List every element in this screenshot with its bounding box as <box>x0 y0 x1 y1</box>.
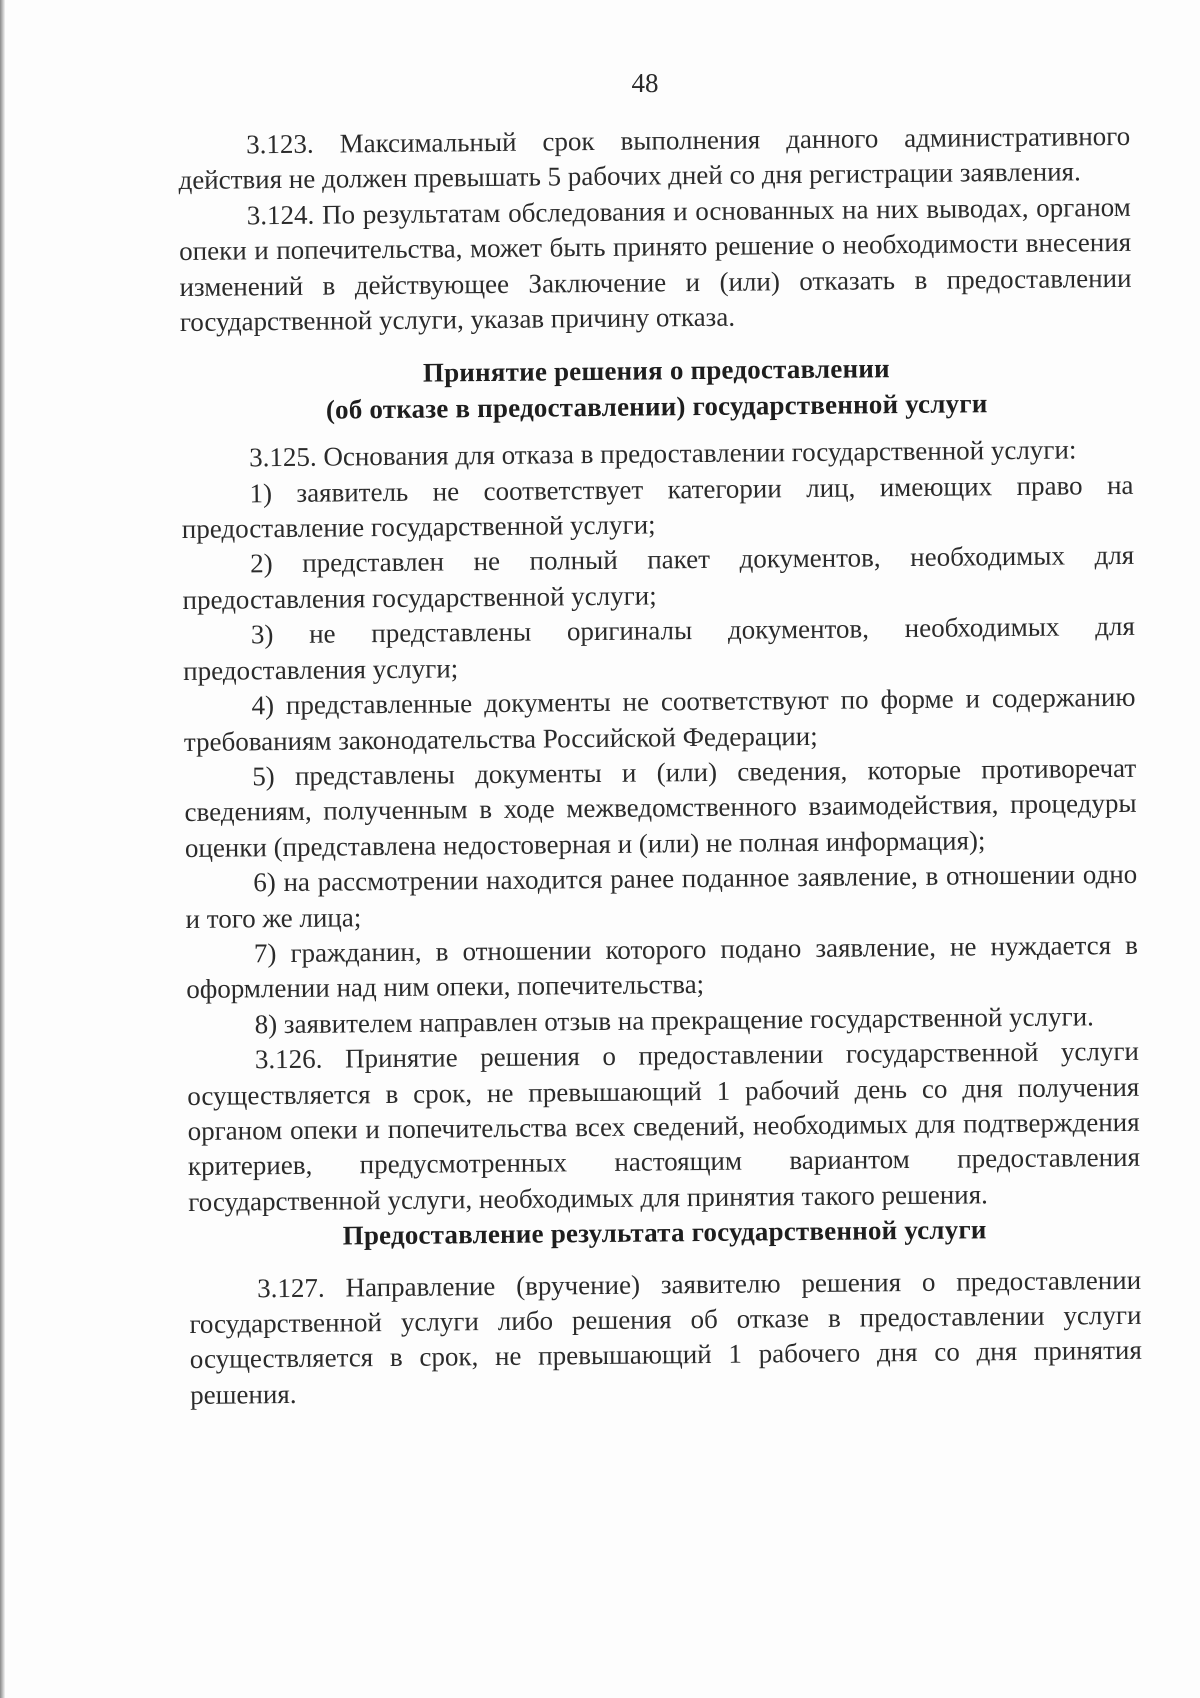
paragraph-3-127: 3.127. Направление (вручение) заявителю решения о предоставлении государственной услуги либо решения об отказе в предоставлении услуги осуществляется в срок, не превышающий 1 рабочего дня со дня принятия решения. <box>189 1264 1142 1410</box>
document-body <box>178 119 1142 1413</box>
section-heading-decision-line-1: Принятие решения о предоставлении <box>422 353 890 389</box>
list-item-4: 4) представленные документы не соответствуют по форме и содержанию требованиям законодательства Российской Федерации; <box>183 681 1136 757</box>
paragraph-3-123: 3.123. Максимальный срок выполнения данного административного действия не должен превышать 5 рабочих дней со дня регистрации заявления. <box>178 120 1131 196</box>
section-heading-decision <box>180 349 1133 429</box>
list-item-5: 5) представлены документы и (или) сведения, которые противоречат сведениям, полученным в ходе межведомственного взаимодействия, процедуры оценки (представлена недостоверная и (или) не полная информация); <box>184 752 1137 863</box>
section-heading-decision-line-2: (об отказе в предоставлении) государственной услуги <box>325 388 988 425</box>
scan-edge <box>0 0 5 1698</box>
list-item-2: 2) представлен не полный пакет документов, необходимых для предоставления государственной услуги; <box>182 540 1135 615</box>
section-heading-result: Предоставление результата государственной услуги <box>342 1214 987 1251</box>
page-number: 48 <box>631 68 659 98</box>
list-item-8: 8) заявителем направлен отзыв на прекращение государственной услуги. <box>254 1001 1094 1040</box>
list-item-1: 1) заявитель не соответствует категории лиц, имеющих право на предоставление государственной услуги; <box>181 469 1134 545</box>
list-item-6: 6) на рассмотрении находится ранее поданное заявление, в отношении одно и того же лица; <box>185 858 1138 934</box>
list-item-3: 3) не представлены оригиналы документов, необходимых для предоставления услуги; <box>183 611 1135 686</box>
list-item-7: 7) гражданин, в отношении которого подано заявление, не нуждается в оформлении над ним опеки, попечительства; <box>186 929 1139 1005</box>
paragraph-3-124: 3.124. По результатам обследования и основанных на них выводах, органом опеки и попечительства, может быть принято решение о необходимости внесения изменений в действующее Заключение и (или) отказать в предоставлении государственной услуги, указав причину отказа. <box>179 191 1132 338</box>
paragraph-3-126: 3.126. Принятие решения о предоставлении государственной услуги осуществляется в срок, не превышающий 1 рабочий день со дня получения органом опеки и попечительства всех сведений, необходимых для подтверждения критериев, предусмотренных настоящим вариантом предоставления государственной услуги, необходимых для принятия такого решения. <box>187 1035 1141 1217</box>
paragraph-3-125: 3.125. Основания для отказа в предоставлении государственной услуги: <box>249 434 1077 473</box>
